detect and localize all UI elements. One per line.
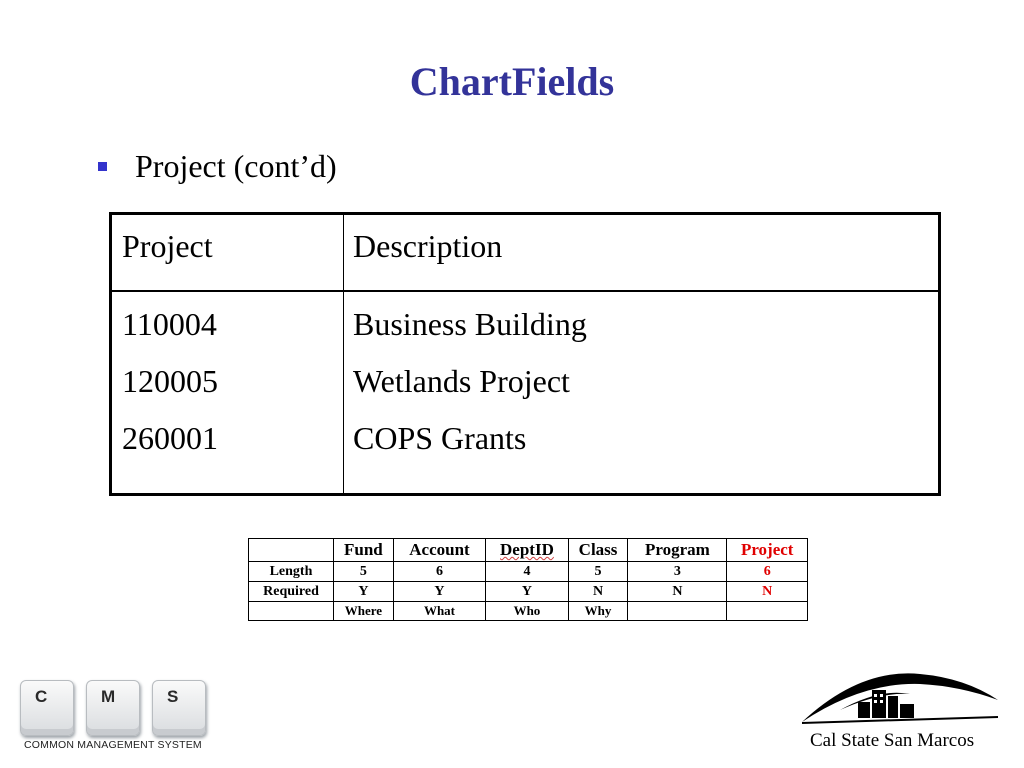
chartfield-summary-table — [248, 538, 810, 626]
project-table — [109, 212, 941, 496]
project-description: Wetlands Project — [353, 363, 570, 399]
table-cell: What — [393, 602, 485, 621]
university-name: Cal State San Marcos — [810, 730, 975, 751]
project-description: COPS Grants — [353, 420, 527, 456]
project-code: 260001 — [122, 420, 218, 456]
table-cell: Y — [486, 582, 568, 602]
project-description: Business Building — [353, 306, 587, 342]
header-divider — [112, 290, 938, 292]
university-logo — [800, 660, 1000, 755]
table-cell — [727, 602, 808, 621]
bullet-text: Project (cont’d) — [135, 148, 337, 184]
column-header-project: Project — [727, 539, 808, 562]
row-label-required: Required — [249, 582, 334, 602]
keyboard-key-icon: C — [20, 680, 74, 736]
campus-skyline-icon — [800, 660, 1000, 730]
column-divider — [343, 215, 344, 493]
table-cell: 4 — [486, 562, 568, 582]
table-cell: 5 — [334, 562, 394, 582]
column-header-class: Class — [568, 539, 628, 562]
table-row — [249, 539, 808, 562]
bullet-square-icon — [98, 162, 107, 171]
table-cell: 6 — [727, 562, 808, 582]
table-cell — [628, 602, 727, 621]
table-cell: 5 — [568, 562, 628, 582]
table-row — [249, 582, 808, 602]
column-header-fund: Fund — [334, 539, 394, 562]
table-row — [249, 562, 808, 582]
table-cell: 3 — [628, 562, 727, 582]
table-cell: Y — [393, 582, 485, 602]
table-cell: Why — [568, 602, 628, 621]
project-code: 120005 — [122, 363, 218, 399]
table-cell: N — [727, 582, 808, 602]
table-cell: Who — [486, 602, 568, 621]
column-header-account: Account — [393, 539, 485, 562]
header-project: Project — [122, 228, 213, 264]
table-cell: 6 — [393, 562, 485, 582]
row-label-length: Length — [249, 562, 334, 582]
cms-label: COMMON MANAGEMENT SYSTEM — [24, 739, 202, 751]
header-description: Description — [353, 228, 503, 264]
row-label-empty — [249, 602, 334, 621]
column-header-deptid: DeptID — [486, 539, 568, 562]
table-cell: N — [628, 582, 727, 602]
corner-cell — [249, 539, 334, 562]
slide-title: ChartFields — [409, 59, 615, 104]
cms-logo — [20, 680, 220, 752]
table-cell: Y — [334, 582, 394, 602]
table-cell: Where — [334, 602, 394, 621]
table-row — [249, 602, 808, 621]
keyboard-key-icon: M — [86, 680, 140, 736]
bullet-item — [98, 148, 337, 185]
project-code: 110004 — [122, 306, 217, 342]
keyboard-key-icon: S — [152, 680, 206, 736]
column-header-program: Program — [628, 539, 727, 562]
table-cell: N — [568, 582, 628, 602]
